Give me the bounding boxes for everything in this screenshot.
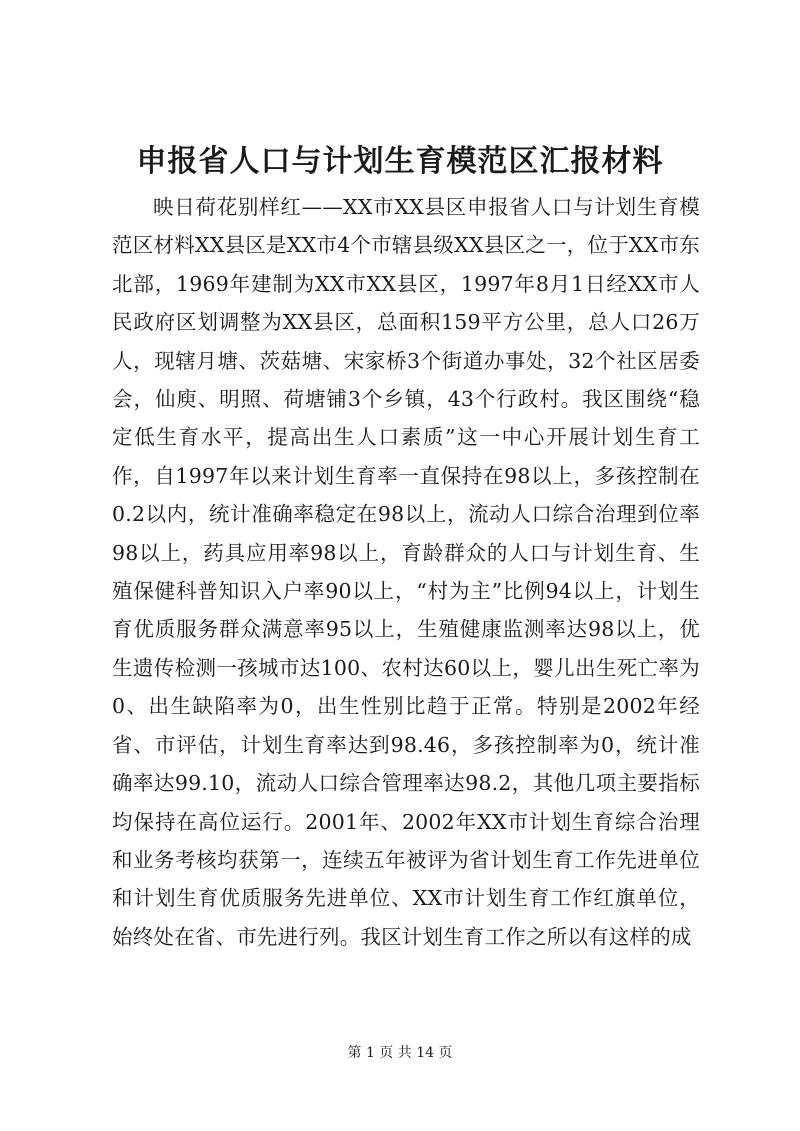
body-paragraph: 映日荷花别样红——XX市XX县区申报省人口与计划生育模范区材料XX县区是XX市4个市辖县级XX县区之一，位于XX市东北部，1969年建制为XX市XX县区，1997年8月1日经XX市人民政府区划调整为XX县区，总面积159平方公里，总人口26万人，现辖月塘、茨菇塘、宋家桥3个街道办事处，32个社区居委会，仙庾、明照、荷塘铺3个乡镇，43个行政村。我区围绕“稳定低生育水平，提高出生人口素质”这一中心开展计划生育工作，自1997年以来计划生育率一直保持在98以上，多孩控制在0.2以内，统计准确率稳定在98以上，流动人口综合治理到位率98以上，药具应用率98以上，育龄群众的人口与计划生育、生殖保健科普知识入户率90以上，“村为主”比例94以上，计划生育优质服务群众满意率95以上，生殖健康监测率达98以上，优生遗传检测一孩城市达100、农村达60以上，婴儿出生死亡率为0、出生缺陷率为0，出生性别比趋于正常。特别是2002年经省、市评估，计划生育率达到98.46，多孩控制率为0，统计准确率达99.10，流动人口综合管理率达98.2，其他几项主要指标均保持在高位运行。2001年、2002年XX市计划生育综合治理和业务考核均获第一，连续五年被评为省计划生育工作先进单位和计划生育优质服务先进单位、XX市计划生育工作红旗单位，始终处在省、市先进行列。我区计划生育工作之所以有这样的成 [112, 195, 700, 949]
page-footer: 第 1 页 共 14 页 [347, 1045, 453, 1061]
document-title: 申报省人口与计划生育模范区汇报材料 [136, 144, 664, 179]
